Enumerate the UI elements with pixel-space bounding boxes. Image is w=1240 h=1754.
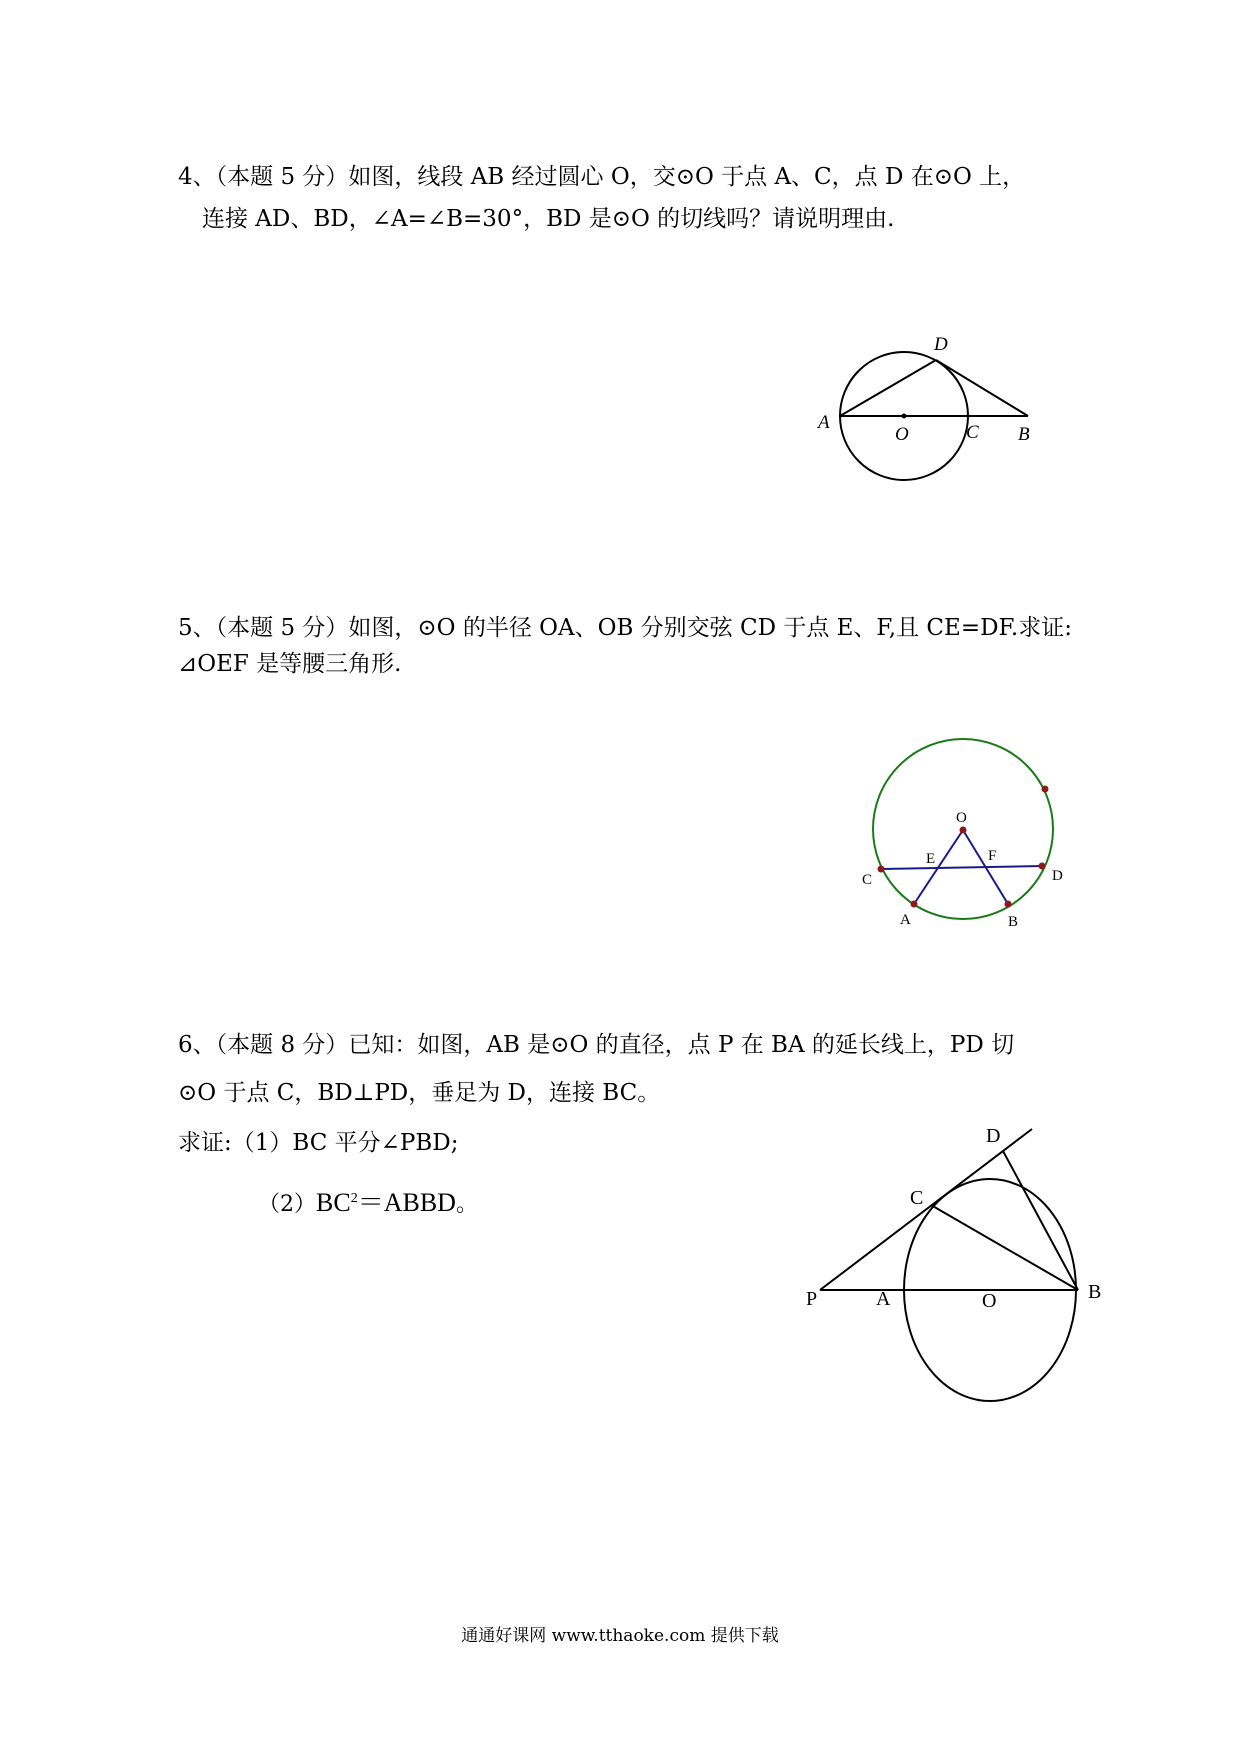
q6-text-line3: 求证:（1）BC 平分∠PBD; — [178, 1130, 459, 1156]
q4-label-d: D — [934, 334, 948, 355]
q6-line4-expr-c: BD — [419, 1188, 456, 1217]
q6-label-o: O — [982, 1290, 997, 1312]
q6-tangent-pd — [820, 1129, 1032, 1290]
q5-label-a: A — [900, 912, 911, 928]
q5-label-e: E — [926, 851, 936, 867]
q6-text-line1: 6、（本题 8 分）已知：如图，AB 是⊙O 的直径，点 P 在 BA 的延长线上，PD 切 — [178, 1032, 1015, 1058]
q6-line4-end: 。 — [455, 1192, 478, 1217]
q4-label-a: A — [818, 412, 830, 433]
q6-line4-prefix: （2） — [258, 1192, 316, 1217]
q6-label-p: P — [806, 1288, 818, 1310]
q5-text-line2: ⊿OEF 是等腰三角形. — [178, 651, 402, 677]
q6-label-d: D — [986, 1125, 1001, 1147]
q6-line4-expr-a: BC — [316, 1188, 351, 1217]
q6-text-line2: ⊙O 于点 C，BD⊥PD，垂足为 D，连接 BC。 — [178, 1080, 661, 1106]
q6-label-c: C — [910, 1187, 924, 1209]
q4-label-c: C — [966, 422, 979, 443]
q5-label-f: F — [988, 848, 997, 864]
q4-text-line1: 4、（本题 5 分）如图，线段 AB 经过圆心 O，交⊙O 于点 A、C，点 D 在⊙O 上， — [178, 164, 1026, 190]
q4-label-b: B — [1018, 424, 1030, 445]
q5-label-b: B — [1008, 914, 1019, 930]
q5-label-o: O — [956, 810, 967, 826]
q6-line4-sup: 2 — [350, 1191, 358, 1206]
q4-text-line2: 连接 AD、BD，∠A=∠B=30°，BD 是⊙O 的切线吗？请说明理由. — [202, 206, 895, 232]
q4-label-o: O — [895, 424, 909, 445]
page-footer: 通通好课网 www.tthaoke.com 提供下载 — [461, 1626, 779, 1646]
q6-line4-expr-b: ＝AB — [357, 1188, 420, 1217]
q6-diagram — [806, 1125, 1101, 1401]
q6-label-a: A — [876, 1288, 891, 1310]
q5-label-c: C — [862, 872, 873, 888]
q5-label-d: D — [1052, 868, 1063, 884]
q5-text-line1: 5、（本题 5 分）如图，⊙O 的半径 OA、OB 分别交弦 CD 于点 E、F,且 CE=DF.求证: — [178, 615, 1072, 641]
q6-label-b: B — [1088, 1281, 1102, 1303]
